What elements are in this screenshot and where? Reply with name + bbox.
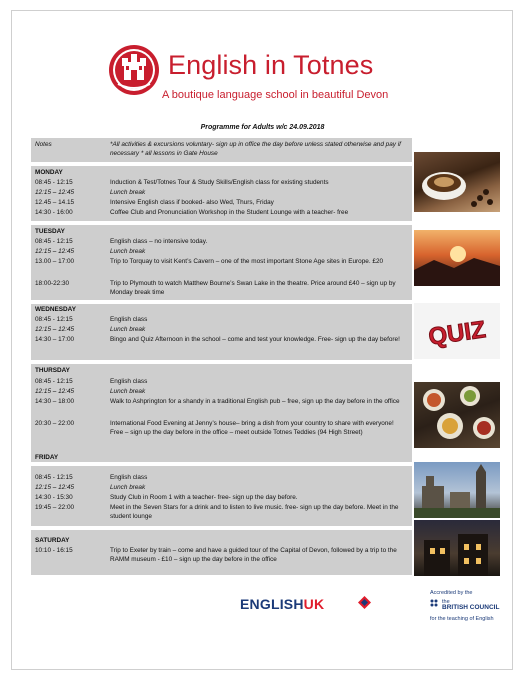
notes-text: *All activities & excursions voluntary- sign up in office the day before unless stated otherwise and pay if necessary * all lessons in Gate House (110, 141, 401, 157)
table-divider (31, 162, 412, 166)
programme-table: Notes *All activities & excursions voluntary- sign up in office the day before unless stated otherwise and pay if necessary * all lessons in Gate House MONDAY 08:45 - 12:15 Induction & Test/Totnes Tour & Study Skills/English class for existing students 12:15 – 12:45 Lunch break 12.45 – 14.15 Intensive English class if booked- also Wed, Thurs, Friday 14:30 - 16:00 Coffee Club and Pronunciation Workshop in the Student Lounge with a teacher- free TUESDAY 08:45 - 12:15 English class – no intensive today. 12:15 – 12:45 Lunch break 13.00 – 17:00 Trip to Torquay to visit Kent’s Cavern – one of the most important Stone Age sites in Europe. £20 18:00-22:30 Trip to Plymouth to watch Matthew Bourne’s Swan Lake in the theatre. Price around £40 – sign up by Monday break time WEDNESDAY 08:45 - 12:15 English class 12:15 – 12:45 Lunch break 14:30 – 17:00 Bingo and Quiz Afternoon in the school – come and test your knowledge. Free- sign up the day before! THURSDAY 08:45 - 12:15 English class 12:15 – 12:45 Lunch break 14:30 – 18:00 Walk to Ashprington for a shandy in a traditional English pub – free, sign up the day before in the office 20:30 – 22:00 International Food Evening at Jenny’s house– bring a dish from your country to share with everyone! Free – sign up the day before in the office – meet outside Totnes Teddies (94 High Street) FRIDAY 08:45 - 12:15 English class 12:15 – 12:45 Lunch break 14:30 - 15:30 Study Club in Room 1 with a teacher- free- sign up the day before. 19:45 – 22:00 Meet in the Seven Stars for a drink and to listen to live music. free- sign up the day before. Meet in the student lounge SATURDAY 10:10 - 16:15 Trip to Exeter by train – come and have a guided tour of the Capital of Devon, followed by a trip to the RAMM museum - £10 – sign up the day before in the office (31, 138, 412, 575)
table-divider (31, 526, 412, 530)
school-tagline: A boutique language school in beautiful Devon (162, 89, 389, 101)
night-photo (414, 520, 500, 576)
quiz-photo (414, 303, 500, 359)
sunset-photo (414, 230, 500, 286)
crest-icon (108, 40, 160, 100)
svg-text:QUIZ: QUIZ (426, 316, 488, 351)
bc-name: BRITISH COUNCIL (442, 604, 500, 611)
english-uk-logo: ENGLISHUK (240, 596, 325, 612)
table-divider (31, 360, 412, 364)
town-photo (414, 462, 500, 518)
table-divider (31, 300, 412, 304)
table-divider (31, 221, 412, 225)
bc-teaching-text: for the teaching of English (430, 616, 494, 622)
programme-title: Programme for Adults w/c 24.09.2018 (200, 124, 325, 131)
table-divider (31, 462, 412, 466)
school-header (108, 40, 428, 110)
coffee-photo (414, 152, 500, 212)
british-council-dots-icon (430, 599, 440, 609)
school-name: English in Totnes (168, 50, 374, 80)
english-uk-mark-icon (358, 596, 371, 609)
notes-label: Notes (35, 141, 52, 148)
bc-the-text: the (442, 599, 450, 605)
bc-accredited-text: Accredited by the (430, 590, 473, 596)
food-photo (414, 382, 500, 448)
